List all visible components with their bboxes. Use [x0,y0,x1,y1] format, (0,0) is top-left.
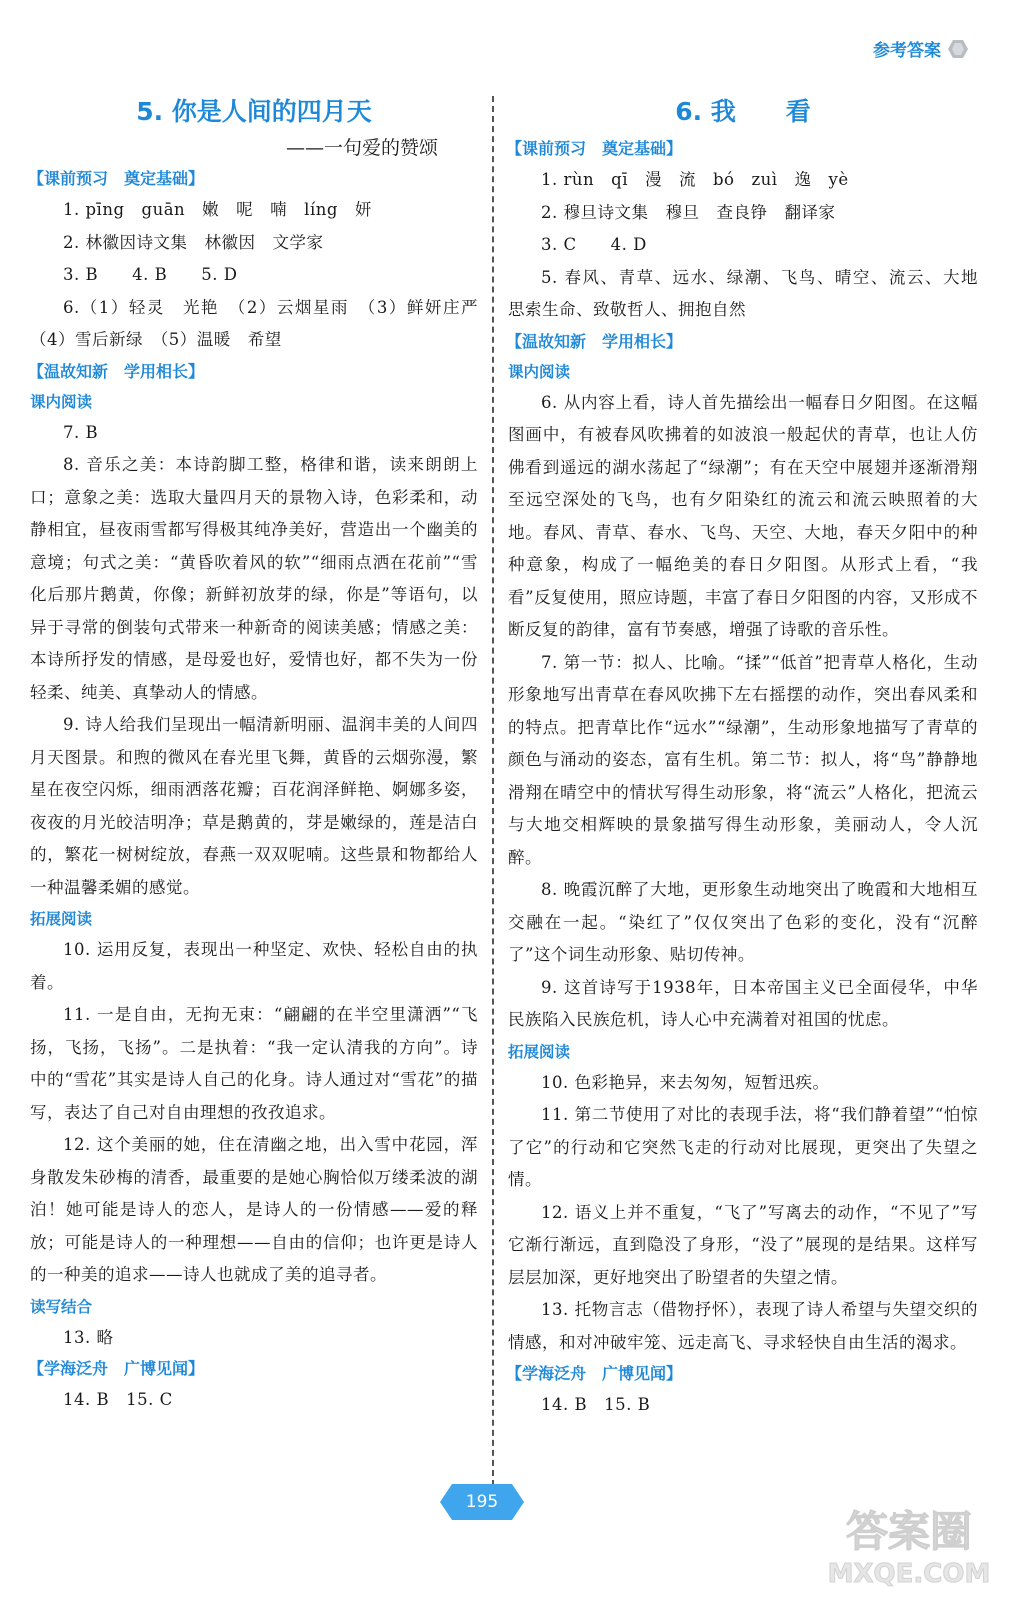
section-preview-label: 【课前预习 奠定基础】 [506,139,683,158]
answer-item: 12. 这个美丽的她，住在清幽之地，出入雪中花园，浑身散发朱砂梅的清香，最重要的是她心胸恰似万缕柔波的湖泊！她可能是诗人的恋人，是诗人的一份情感——爱的释放；可能是诗人的一种理想——自由的信仰；也许更是诗人的一种美的追求——诗人也就成了美的追寻者。 [30,1135,478,1284]
answer-item: 12. 语义上并不重复，“飞了”写离去的动作，“不见了”写它渐行渐远，直到隐没了身形，“没了”展现的是结果。这样写层层加深，更好地突出了盼望者的失望之情。 [508,1202,978,1287]
section-preview-label: 【课前预习 奠定基础】 [28,169,205,188]
answer-item: 5. 春风、青草、远水、绿潮、飞鸟、晴空、流云、大地 思索生命、致敬哲人、拥抱自然 [508,267,995,319]
answer-item: 2. 林徽因诗文集 林徽因 文学家 [63,232,324,252]
answer-item: 13. 略 [63,1327,114,1347]
answer-item: 8. 晚霞沉醉了大地，更形象生动地突出了晚霞和大地相互交融在一起。“染红了”仅仅突出了色彩的变化，没有“沉醉了”这个词生动形象、贴切传神。 [508,880,978,964]
page-number-badge [440,1484,524,1520]
section-review-label: 【温故知新 学用相长】 [506,331,683,351]
section-broaden-label: 【学海泛舟 广博见闻】 [506,1364,683,1383]
answer-item: 8. 音乐之美：本诗韵脚工整，格律和谐，读来朗朗上口；意象之美：选取大量四月天的景物入诗，色彩柔和，动静相宜，昼夜雨雪都写得极其纯净美好，营造出一个幽美的意境；句式之美：“黄昏吹着风的软”“细雨点洒在花前”“雪化后那片鹅黄，你像；新鲜初放芽的绿，你是”等语句，以异于寻常的倒装句式带来一种新奇的阅读美感；情感之美：本诗所抒发的情感，是母爱也好，爱情也好，都不失为一份轻柔、纯美、真挚动人的情感。 [30,455,478,702]
header-tag-label: 参考答案 [873,41,941,61]
answer-item: 10. 色彩艳异，来去匆匆，短暂迅疾。 [541,1072,830,1092]
answer-item: 1. pīng guān 嫩 呢 喃 líng 妍 [63,200,372,219]
answer-item: 7. 第一节：拟人、比喻。“揉”“低首”把青草人格化，生动形象地写出青草在春风吹拂下左右摇摆的动作，突出春风柔和的特点。把青草比作“远水”“绿潮”，生动形象地描写了青草的颜色与涌动的姿态，富有生机。第二节：拟人，将“鸟”静静地滑翔在晴空中的情状写得生动形象，将“流云”人格化，把流云与大地交相辉映的景象描写得生动形象，美丽动人，令人沉醉。 [508,652,978,867]
section-broaden-label: 【学海泛舟 广博见闻】 [28,1359,205,1378]
lesson-5-title: 5. 你是人间的四月天 [136,97,372,126]
subsection-in-class-reading: 课内阅读 [508,362,571,381]
page-number: 195 [465,1492,499,1512]
answer-item: 14. B 15. B [541,1395,651,1414]
answer-item: 10. 运用反复，表现出一种坚定、欢快、轻松自由的执着。 [30,940,478,992]
header-reference-answers [873,36,969,61]
answer-item: 9. 这首诗写于1938年，日本帝国主义已全面侵华，中华民族陷入民族危机，诗人心中充满着对祖国的忧虑。 [508,977,978,1029]
subsection-reading-writing: 读写结合 [30,1297,93,1316]
answer-item: 9. 诗人给我们呈现出一幅清新明丽、温润丰美的人间四月天图景。和煦的微风在春光里飞舞，黄昏的云烟弥漫，繁星在夜空闪烁，细雨洒落花瓣；百花润泽鲜艳、婀娜多姿，夜夜的月光皎洁明净；草是鹅黄的，芽是嫩绿的，莲是洁白的，繁花一树树绽放，春燕一双双呢喃。这些景和物都给人一种温馨柔媚的感觉。 [30,715,478,897]
answer-item: 3. B 4. B 5. D [63,265,238,284]
hexagon-icon [947,39,969,59]
answer-item: 1. rùn qī 漫 流 bó zuì 逸 yè [541,170,849,189]
answer-item: 2. 穆旦诗文集 穆旦 查良铮 翻译家 [541,202,836,222]
answer-item: 13. 托物言志（借物抒怀），表现了诗人希望与失望交织的情感，和对冲破牢笼、远走高飞、寻求轻快自由生活的渴求。 [508,1300,978,1352]
section-review-label: 【温故知新 学用相长】 [28,361,205,381]
lesson-5-subtitle: ——一句爱的赞颂 [285,137,438,159]
answer-item: 6. 从内容上看，诗人首先描绘出一幅春日夕阳图。在这幅图画中，有被春风吹拂着的如波浪一般起伏的青草，也让人仿佛看到遥远的湖水荡起了“绿潮”；有在天空中展翅并逐渐滑翔至远空深处的飞鸟，也有夕阳染红的流云和流云映照着的大地。春风、青草、春水、飞鸟、天空、大地，春天夕阳中的种种意象，构成了一幅绝美的春日夕阳图。从形式上看，“我看”反复使用，照应诗题，丰富了春日夕阳图的内容，又形成不断反复的韵律，富有节奏感，增强了诗歌的音乐性。 [508,392,978,639]
right-column [506,94,995,1422]
answer-item: 3. C 4. D [541,235,647,254]
watermark-logo [809,1496,1009,1592]
svg-text:MXQE.COM: MXQE.COM [827,1559,991,1589]
subsection-extended-reading: 拓展阅读 [30,910,93,928]
answer-item: 11. 一是自由，无拘无束：“翩翩的在半空里潇洒”“飞扬，飞扬，飞扬”。二是执着：“我一定认清我的方向”。诗中的“雪花”其实是诗人自己的化身。诗人通过对“雪花”的描写，表达了自己对自由理想的孜孜追求。 [30,1005,478,1122]
answer-item: 11. 第二节使用了对比的表现手法，将“我们静着望”“怕惊了它”的行动和它突然飞走的行动对比展现，更突出了失望之情。 [508,1105,978,1189]
lesson-6-title: 6. 我 看 [675,97,811,126]
subsection-extended-reading: 拓展阅读 [508,1042,571,1061]
subsection-in-class-reading: 课内阅读 [30,392,93,411]
left-column [28,94,495,1417]
answer-item: 6.（1）轻灵 光艳 （2）云烟星雨 （3）鲜妍庄严 （4）雪后新绿 （5）温暖 希望 [30,297,495,349]
answer-item: 14. B 15. C [63,1390,173,1409]
answer-item: 7. B [63,422,99,442]
svg-text:答案圈: 答案圈 [845,1507,973,1556]
